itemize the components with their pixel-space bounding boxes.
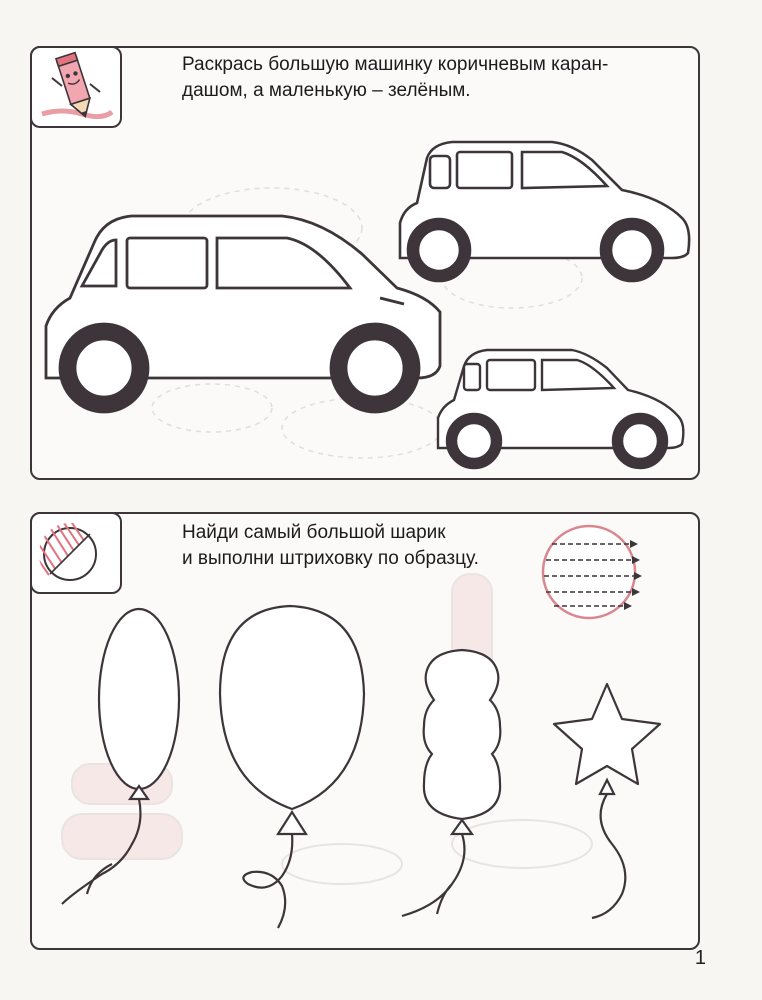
task-panel-cars	[30, 46, 700, 480]
small-car-top	[400, 142, 689, 281]
cars-illustration	[32, 48, 697, 478]
big-car	[46, 216, 440, 412]
instruction-line: Найди самый большой шарик	[182, 522, 446, 543]
balloon-bubbles	[402, 650, 500, 916]
task-panel-balloons	[30, 512, 700, 950]
balloon-largest	[220, 606, 364, 928]
small-car-bottom	[438, 350, 683, 468]
instruction-line: Раскрась большую машинку коричневым каран-	[182, 54, 609, 75]
page-number: 1	[694, 947, 706, 969]
instruction-line: дашом, а маленькую – зелёным.	[182, 80, 471, 101]
balloons-illustration	[32, 514, 697, 948]
balloon-star	[554, 684, 660, 918]
instruction-line: и выполни штриховку по образцу.	[182, 548, 479, 569]
hatching-sample-icon	[543, 526, 642, 618]
